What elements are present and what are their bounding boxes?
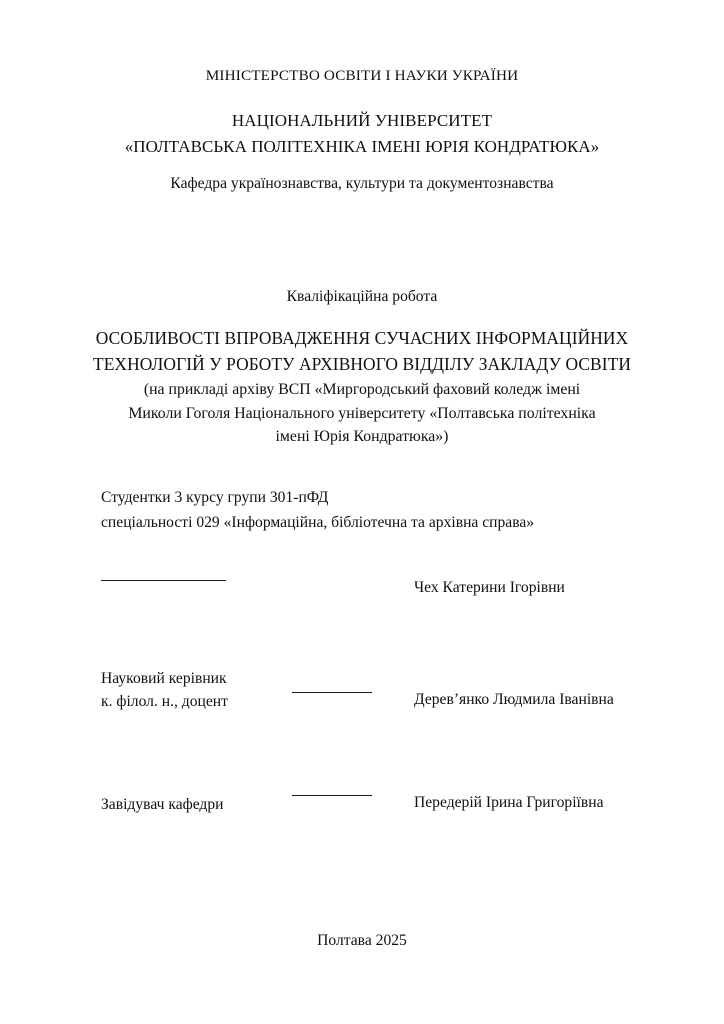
work-title [0,326,724,377]
head-of-department-name: Передерій Ірина Григоріївна [414,794,604,811]
work-subtitle-line-3: імені Юрія Кондратюка») [275,428,449,446]
student-name: Чех Катерини Ігорівни [414,579,565,596]
advisor-degree-label: к. філол. н., доцент [101,693,228,710]
advisor-signature-line [292,692,372,693]
place-and-year: Полтава 2025 [317,932,407,949]
head-of-department-signature-line [292,795,372,796]
work-kind-label: Кваліфікаційна робота [286,288,438,305]
university-heading-line-2: «ПОЛТАВСЬКА ПОЛІТЕХНІКА ІМЕНІ ЮРІЯ КОНДРАТЮКА» [124,137,600,156]
work-subtitle-line-2: Миколи Гоголя Національного університету «Полтавська політехніка [128,404,596,422]
university-heading-line-1: НАЦІОНАЛЬНИЙ УНІВЕРСИТЕТ [231,111,493,130]
advisor-role-label: Науковий керівник [101,670,227,687]
department-heading: Кафедра українознавства, культури та документознавства [170,175,554,192]
advisor-name: Дерев’янко Людмила Іванівна [414,691,614,708]
head-of-department-role-label: Завідувач кафедри [101,796,224,813]
student-specialty: спеціальності 029 «Інформаційна, бібліотечна та архівна справа» [101,514,535,531]
university-heading [0,108,724,160]
advisor-role-row [101,668,661,690]
work-subtitle [96,378,628,449]
work-title-line-2: ТЕХНОЛОГІЙ У РОБОТУ АРХІВНОГО ВІДДІЛУ ЗАКЛАДУ ОСВІТИ [92,353,632,374]
work-subtitle-line-1: (на прикладі архіву ВСП «Миргородський фаховий коледж імені [143,381,581,398]
student-course-group: Студентки 3 курсу групи 301-пФД [101,489,329,506]
work-title-line-1: ОСОБЛИВОСТІ ВПРОВАДЖЕННЯ СУЧАСНИХ ІНФОРМАЦІЙНИХ [95,328,629,348]
ministry-heading: МІНІСТЕРСТВО ОСВІТИ І НАУКИ УКРАЇНИ [205,67,519,84]
student-signature-line [101,580,226,581]
student-info [101,485,534,535]
